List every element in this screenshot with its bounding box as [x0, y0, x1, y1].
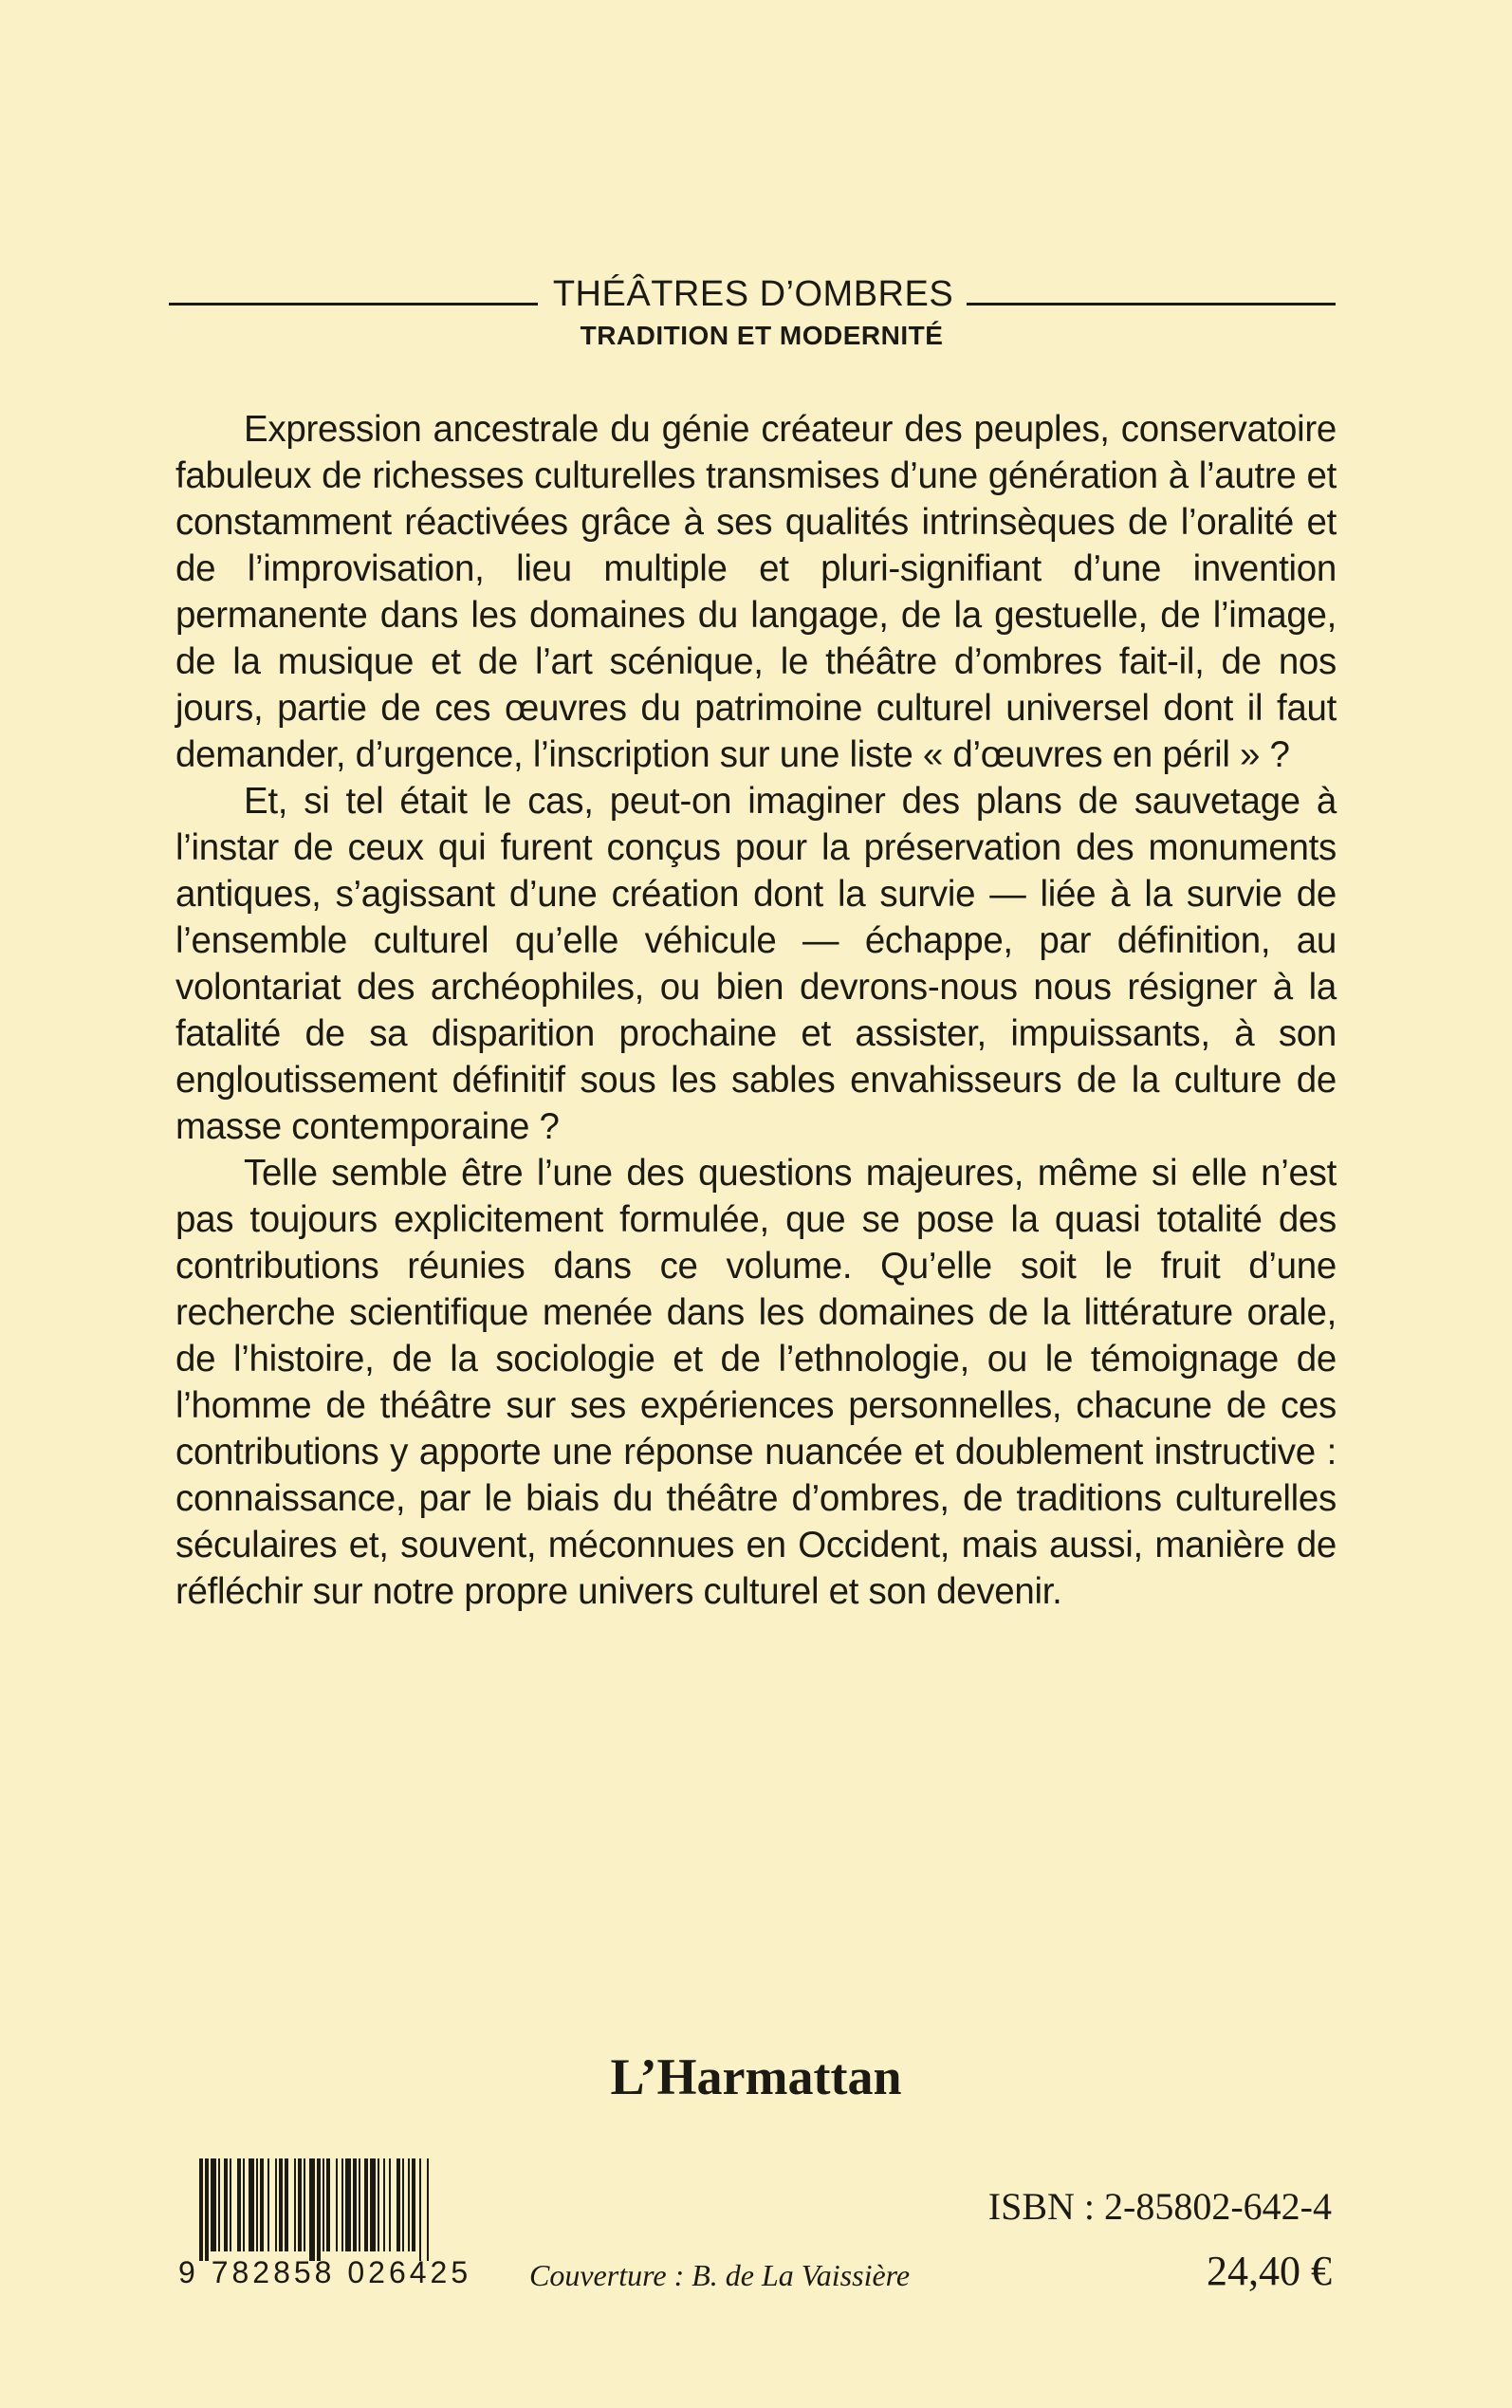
- barcode-bar: [230, 2158, 231, 2251]
- barcode-bar: [412, 2158, 415, 2251]
- barcode-bar: [298, 2158, 302, 2251]
- back-cover-text: [175, 406, 1337, 1615]
- paragraph-3: Telle semble être l’une des questions majeures, même si elle n’est pas toujours explicitement formulée, que se pose la quasi totalité des contributions réunies dans ce volume. Qu’elle soit le fruit d’une recherche scientifique menée dans les domaines de la littérature orale, de l’histoire, de la sociologie et de l’ethnologie, ou le témoignage de l’homme de théâtre sur ses expériences personnelles, chacune de ces contributions y apporte une réponse nuancée et doublement instructive : connaissance, par le biais du théâtre d’ombres, de traditions culturelles séculaires et, souvent, méconnues en Occident, mais aussi, manière de réfléchir sur notre propre univers culturel et son devenir.: [175, 1153, 1337, 1612]
- barcode-bar: [345, 2158, 351, 2251]
- barcode-bar: [341, 2158, 343, 2251]
- cover-credit: Couverture : B. de La Vaissière: [529, 2258, 911, 2292]
- barcode-bar: [383, 2158, 385, 2251]
- paragraph-2: Et, si tel était le cas, peut-on imaginer des plans de sauvetage à l’instar de ceux qui furent conçus pour la préservation des monuments antiques, s’agissant d’une création dont la survie — liée à la survie de l’ensemble culturel qu’elle véhicule — échappe, par définition, au volontariat des archéophiles, ou bien devrons-nous nous résigner à la fatalité de sa disparition prochaine et assister, impuissants, à son engloutissement définitif sous les sables envahisseurs de la culture de masse contemporaine ?: [175, 781, 1337, 1147]
- barcode-bar: [389, 2158, 391, 2251]
- barcode-bar: [396, 2158, 400, 2251]
- barcode-bar: [224, 2158, 228, 2251]
- barcode-digits: 9 782858 026425: [178, 2255, 472, 2289]
- barcode-bar: [256, 2158, 258, 2251]
- barcode-bar: [249, 2158, 254, 2251]
- barcode-bar: [218, 2158, 220, 2251]
- barcode-bar: [294, 2158, 296, 2251]
- barcode-bar: [402, 2158, 404, 2251]
- publisher-name: L’Harmattan: [610, 2048, 902, 2105]
- barcode-bar: [359, 2158, 360, 2251]
- barcode-bar: [408, 2158, 410, 2251]
- barcode-bar: [267, 2158, 269, 2251]
- barcode-bar: [304, 2158, 305, 2251]
- barcode-bar: [243, 2158, 245, 2251]
- barcode-bar: [419, 2158, 421, 2261]
- barcode-bar: [364, 2158, 368, 2251]
- isbn: ISBN : 2-85802-642-4: [987, 2185, 1332, 2228]
- series-title: THÉÂTRES D’OMBRES: [552, 274, 954, 314]
- barcode-bar: [427, 2158, 429, 2261]
- left-rule: [169, 303, 538, 306]
- barcode-bar: [353, 2158, 357, 2251]
- barcode-bar: [317, 2158, 321, 2261]
- barcode-bar: [370, 2158, 376, 2251]
- right-rule: [967, 303, 1336, 306]
- barcode-bar: [309, 2158, 315, 2261]
- barcode-bar: [336, 2158, 338, 2251]
- barcode-bar: [323, 2158, 324, 2251]
- barcode-bar: [260, 2158, 264, 2251]
- paragraph-1: Expression ancestrale du génie créateur des peuples, conservatoire fabuleux de richesses culturelles transmises d’une génération à l’autre et constamment réactivées grâce à ses qualités intrinsèques de l’oralité et de l’improvisation, lieu multiple et pluri-signifiant d’une invention permanente dans les domaines du langage, de la gestuelle, de l’image, de la musique et de l’art scénique, le théâtre d’ombres fait-il, de nos jours, partie de ces œuvres du patrimoine culturel universel dont il faut demander, d’urgence, l’inscription sur une liste « d’œuvres en péril » ?: [175, 409, 1337, 775]
- barcode-bar: [205, 2158, 209, 2261]
- series-subtitle: TRADITION ET MODERNITÉ: [580, 321, 944, 350]
- barcode-bar: [211, 2158, 216, 2251]
- barcode-bar: [378, 2158, 379, 2251]
- barcode-bar: [199, 2158, 203, 2261]
- price: 24,40 €: [1207, 2248, 1332, 2294]
- barcode-bar: [275, 2158, 277, 2251]
- barcode-bar: [237, 2158, 241, 2251]
- series-header: [169, 271, 1336, 355]
- barcode-bar: [326, 2158, 330, 2251]
- barcode-bars: [199, 2158, 484, 2261]
- barcode-bar: [285, 2158, 288, 2251]
- barcode-bar: [279, 2158, 283, 2251]
